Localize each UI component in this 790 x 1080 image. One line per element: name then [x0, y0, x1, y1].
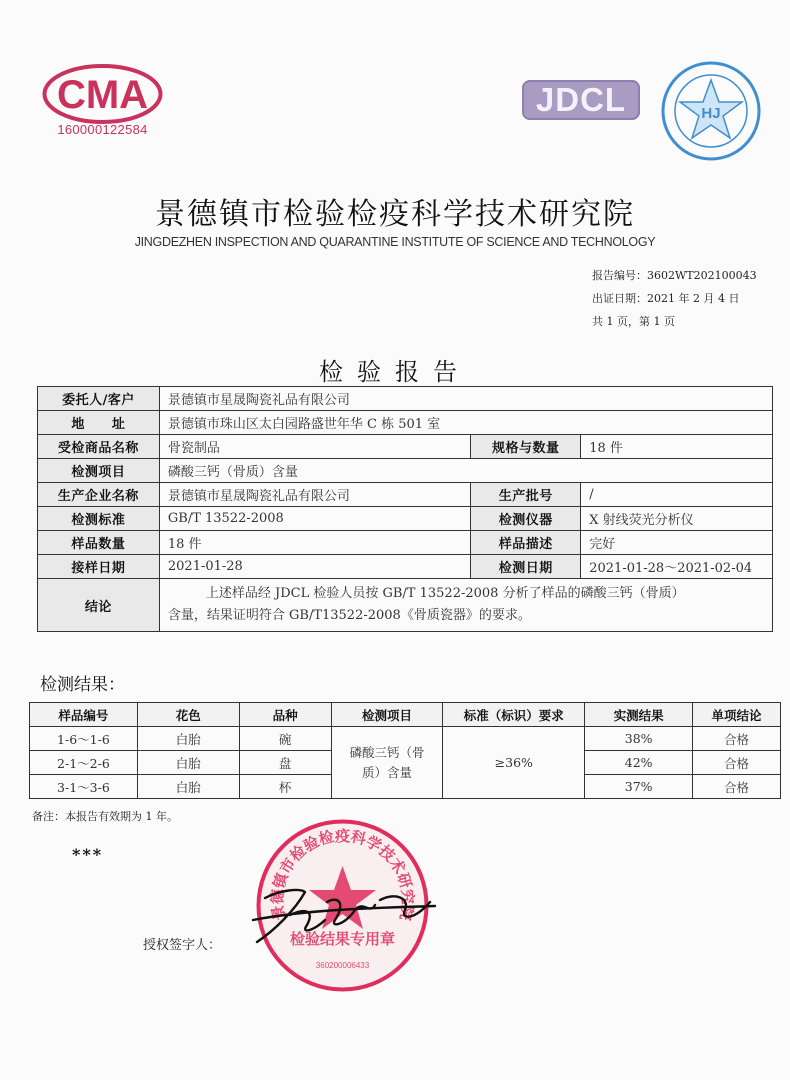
address-label: 地 址	[38, 411, 160, 435]
sample-result: 37%	[585, 775, 693, 799]
hj-logo	[660, 60, 762, 162]
product-label: 受检商品名称	[38, 435, 160, 459]
results-heading: 检测结果：	[40, 675, 125, 695]
table-row	[30, 727, 781, 751]
conclusion-label: 结论	[38, 579, 160, 632]
maker-label: 生产企业名称	[38, 483, 160, 507]
sample-pattern: 白胎	[137, 751, 239, 775]
col-type: 品种	[239, 703, 331, 727]
sample-verdict: 合格	[693, 727, 781, 751]
conclusion-text	[159, 579, 772, 632]
receive-date-label: 接样日期	[38, 555, 160, 579]
col-pattern: 花色	[137, 703, 239, 727]
info-row-product	[38, 435, 773, 459]
sample-result: 38%	[585, 727, 693, 751]
report-title: 检验报告	[319, 358, 471, 386]
sample-type: 盘	[239, 751, 331, 775]
sample-type: 碗	[239, 727, 331, 751]
info-row-address	[38, 411, 773, 435]
conclusion-line-1: 上述样品经 JDCL 检验人员按 GB/T 13522-2008 分析了样品的磷酸三钙（骨质）	[205, 586, 685, 601]
jdcl-badge: JDCL	[522, 80, 640, 120]
batch-label: 生产批号	[471, 483, 581, 507]
conclusion-line-2: 含量，结果证明符合 GB/T13522-2008《骨质瓷器》的要求。	[167, 608, 531, 623]
client-label: 委托人/客户	[38, 387, 160, 411]
test-item-label: 检测项目	[38, 459, 160, 483]
signer-label: 授权签字人：	[143, 938, 222, 953]
client-value: 景德镇市星晟陶瓷礼品有限公司	[159, 387, 772, 411]
info-row-dates	[38, 555, 773, 579]
quantity-value: 18 件	[159, 531, 471, 555]
info-row-conclusion	[38, 579, 773, 632]
seal-bottom-text: 检验结果专用章	[289, 930, 396, 948]
test-item-cell: 磷酸三钙（骨质）含量	[331, 727, 443, 799]
info-row-standard	[38, 507, 773, 531]
validity-note: 备注：本报告有效期为 1 年。	[32, 810, 178, 823]
maker-value: 景德镇市星晟陶瓷礼品有限公司	[159, 483, 471, 507]
receive-date-value: 2021-01-28	[159, 555, 471, 579]
instrument-label: 检测仪器	[471, 507, 581, 531]
instrument-value: X 射线荧光分析仪	[581, 507, 773, 531]
info-row-item	[38, 459, 773, 483]
quantity-label: 样品数量	[38, 531, 160, 555]
report-number: 报告编号：3602WT202100043	[592, 269, 757, 282]
seal-code-text: 360200006433	[315, 961, 370, 970]
sample-verdict: 合格	[693, 751, 781, 775]
sample-verdict: 合格	[693, 775, 781, 799]
test-date-label: 检测日期	[471, 555, 581, 579]
report-info-table	[37, 386, 773, 632]
sample-pattern: 白胎	[137, 727, 239, 751]
standard-value: GB/T 13522-2008	[159, 507, 471, 531]
results-header-row	[30, 703, 781, 727]
test-item-value: 磷酸三钙（骨质）含量	[159, 459, 772, 483]
cma-code: 160000122584	[57, 122, 148, 137]
description-value: 完好	[581, 531, 773, 555]
cma-mark-text: CMA	[56, 73, 149, 117]
seal-arc-text: 景德镇市检验检疫科学技术研究院	[268, 826, 417, 923]
sample-id: 2-1～2-6	[30, 751, 138, 775]
col-test-item: 检测项目	[331, 703, 443, 727]
requirement-cell: ≥36%	[443, 727, 585, 799]
sample-id: 3-1～3-6	[30, 775, 138, 799]
results-table	[29, 702, 781, 799]
sample-result: 42%	[585, 751, 693, 775]
info-row-quantity	[38, 531, 773, 555]
handwritten-signature	[245, 880, 440, 950]
sample-id: 1-6～1-6	[30, 727, 138, 751]
institute-name-en: JINGDEZHEN INSPECTION AND QUARANTINE INSTITUTE OF SCIENCE AND TECHNOLOGY	[134, 235, 656, 249]
info-row-client	[38, 387, 773, 411]
sample-type: 杯	[239, 775, 331, 799]
institute-name-cn: 景德镇市检验检疫科学技术研究院	[155, 197, 635, 232]
col-requirement: 标准（标识）要求	[443, 703, 585, 727]
sample-pattern: 白胎	[137, 775, 239, 799]
description-label: 样品描述	[471, 531, 581, 555]
col-verdict: 单项结论	[693, 703, 781, 727]
address-value: 景德镇市珠山区太白园路盛世年华 C 栋 501 室	[159, 411, 772, 435]
col-sample-id: 样品编号	[30, 703, 138, 727]
redaction-stars: ***	[72, 845, 104, 864]
test-date-value: 2021-01-28～2021-02-04	[581, 555, 773, 579]
standard-label: 检测标准	[38, 507, 160, 531]
info-row-maker	[38, 483, 773, 507]
hj-logo-text: HJ	[701, 105, 721, 122]
page-count: 共 1 页，第 1 页	[592, 315, 675, 328]
issue-date: 出证日期：2021 年 2 月 4 日	[592, 292, 740, 305]
spec-label: 规格与数量	[471, 435, 581, 459]
spec-value: 18 件	[581, 435, 773, 459]
product-value: 骨瓷制品	[159, 435, 471, 459]
col-result: 实测结果	[585, 703, 693, 727]
batch-value: /	[581, 483, 773, 507]
